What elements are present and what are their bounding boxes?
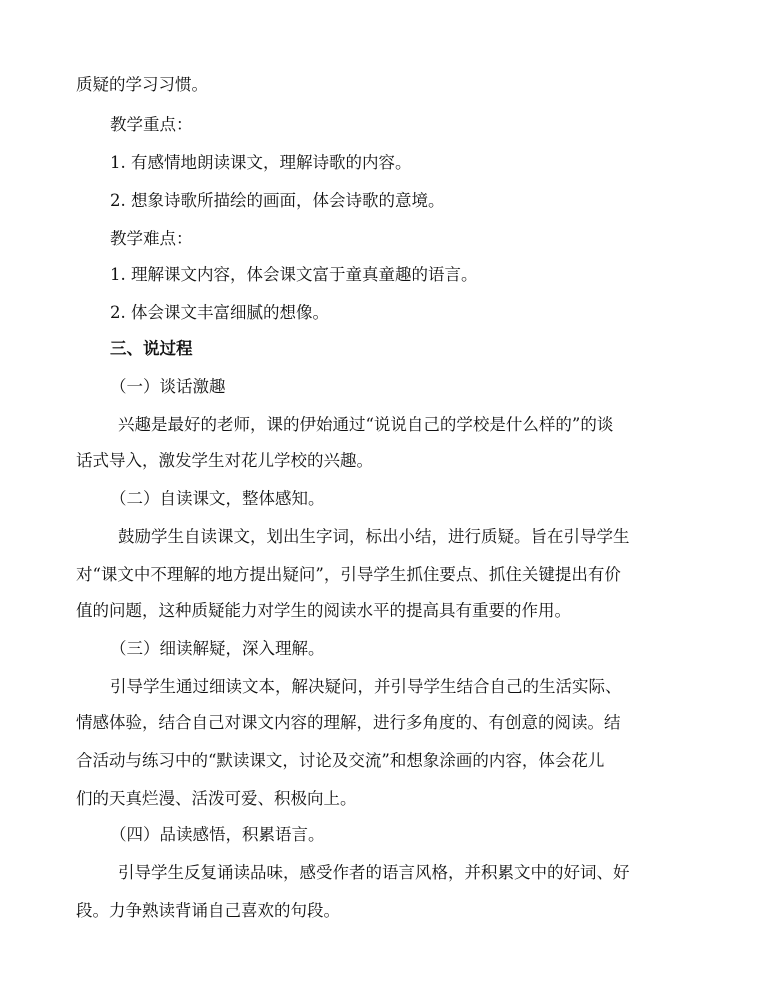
section-heading: 三、说过程 [110, 339, 193, 358]
paragraph-line: 值的问题，这种质疑能力对学生的阅读水平的提高具有重要的作用。 [76, 601, 571, 620]
paragraph-line: 对“课文中不理解的地方提出疑问”，引导学生抓住要点、抓住关键提出有价 [76, 565, 621, 584]
paragraph-line: 情感体验，结合自己对课文内容的理解，进行多角度的、有创意的阅读。结 [76, 713, 621, 732]
subsection-heading: （四）品读感悟，积累语言。 [110, 825, 325, 844]
paragraph-line: 段。力争熟读背诵自己喜欢的句段。 [76, 901, 340, 920]
section-label-difficulties: 教学难点： [110, 229, 193, 248]
paragraph-line: 话式导入，激发学生对花儿学校的兴趣。 [76, 451, 373, 470]
text-line: 2. 体会课文丰富细腻的想像。 [110, 303, 329, 322]
section-label-key-points: 教学重点： [110, 115, 193, 134]
paragraph-line: 引导学生通过细读文本，解决疑问，并引导学生结合自己的生活实际、 [110, 677, 622, 696]
paragraph-line: 们的天真烂漫、活泼可爱、积极向上。 [76, 789, 357, 808]
text-line: 1. 有感情地朗读课文，理解诗歌的内容。 [110, 153, 412, 172]
subsection-heading: （三）细读解疑，深入理解。 [110, 639, 325, 658]
text-line: 质疑的学习习惯。 [76, 75, 208, 94]
paragraph-line: 合活动与练习中的“默读课文，讨论及交流”和想象涂画的内容，体会花儿 [76, 751, 605, 770]
paragraph-line: 兴趣是最好的老师，课的伊始通过“说说自己的学校是什么样的”的谈 [118, 415, 614, 434]
paragraph-line: 鼓励学生自读课文，划出生字词，标出小结，进行质疑。旨在引导学生 [118, 527, 630, 546]
paragraph-line: 引导学生反复诵读品味，感受作者的语言风格，并积累文中的好词、好 [118, 863, 630, 882]
text-line: 1. 理解课文内容，体会课文富于童真童趣的语言。 [110, 265, 478, 284]
subsection-heading: （一）谈话激趣 [110, 377, 226, 396]
text-line: 2. 想象诗歌所描绘的画面，体会诗歌的意境。 [110, 191, 445, 210]
subsection-heading: （二）自读课文，整体感知。 [110, 489, 325, 508]
